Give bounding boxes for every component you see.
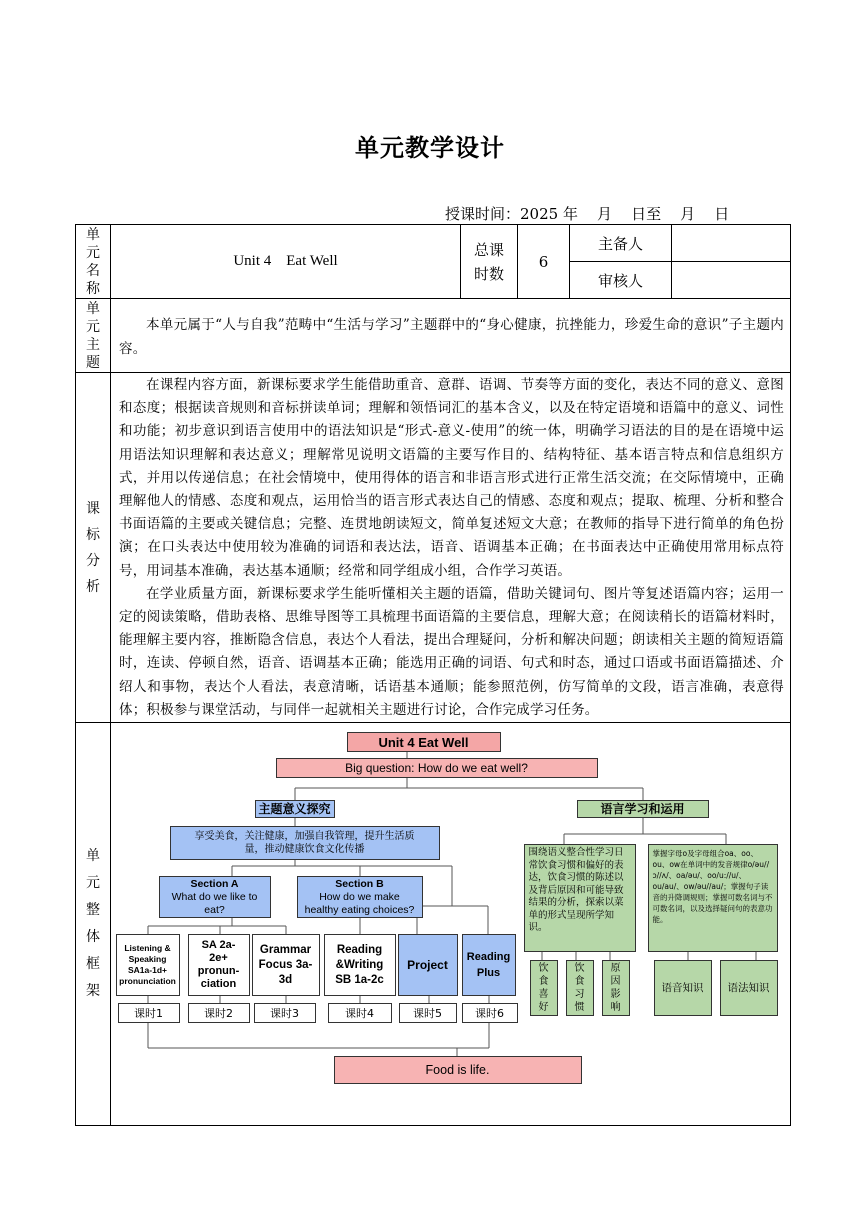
standards-cell <box>111 373 791 723</box>
reviewer-value[interactable] <box>672 262 791 299</box>
theme-text: 本单元属于“人与自我”范畴中“生活与学习”主题群中的“身心健康，抗挫能力，珍爱生命的意识”子主题内容。 <box>119 317 784 357</box>
cause-effect-box: 原因影响 <box>602 960 630 1016</box>
unit-name-label <box>76 225 111 299</box>
total-hours-label-text: 总课时数 <box>473 240 504 283</box>
section-a-question: What do we like to eat? <box>171 890 258 916</box>
framework-cell <box>111 723 791 1126</box>
section-b-title: Section B <box>335 877 384 890</box>
period-1-box: 课时1 <box>118 1003 180 1023</box>
unit-name-label-text: 单元名称 <box>86 226 100 297</box>
unit-name-value: Unit 4 Eat Well <box>111 225 461 299</box>
lesson-6-box: Reading Plus <box>462 934 516 996</box>
standards-label-text: 课标分析 <box>86 500 100 595</box>
design-table <box>75 224 791 1126</box>
big-question-box: Big question: How do we eat well? <box>276 758 598 778</box>
period-6-box: 课时6 <box>462 1003 518 1023</box>
grammar-knowledge-box: 语法知识 <box>720 960 778 1016</box>
theme-cell <box>111 299 791 373</box>
preparer-label: 主备人 <box>570 225 672 262</box>
language-left-box: 围绕语义整合性学习日常饮食习惯和偏好的表达，饮食习惯的陈述以及背后原因和可能导致结果的分析，探索以菜单的形式呈现所学知识。 <box>524 844 636 952</box>
reviewer-label: 审核人 <box>570 262 672 299</box>
language-learning-box: 语言学习和运用 <box>577 800 709 818</box>
section-a-box <box>159 876 271 918</box>
lesson-4-box: Reading &Writing SB 1a-2c <box>324 934 396 996</box>
document-title: 单元教学设计 <box>355 133 505 162</box>
section-a-title: Section A <box>190 877 239 890</box>
lesson-3-box: Grammar Focus 3a-3d <box>252 934 320 996</box>
section-b-box <box>297 876 423 918</box>
unit-framework-diagram <box>112 726 790 1124</box>
preparer-value[interactable] <box>672 225 791 262</box>
eating-preference-box: 饮食喜好 <box>530 960 558 1016</box>
lesson-5-box: Project <box>398 934 458 996</box>
lesson-2-box: SA 2a-2e+ pronun- ciation <box>188 934 250 996</box>
standards-para-2: 在学业质量方面，新课标要求学生能听懂相关主题的语篇，借助关键词句、图片等复述语篇内容；运用一定的阅读策略，借助表格、思维导图等工具梳理书面语篇的主要信息，理解大意；在阅读稍长的语篇材料时，能理解主要内容，推断隐含信息，表达个人看法，提出合理疑问，分析和解决问题；朗读相关主题的简短语篇时，连读、停顿自然，语音、语调基本正确；能选用正确的词语、句式和时态，通过口语或书面语篇描述、介绍人和事物，表达个人看法，表意清晰，话语基本通顺；能参照范例，仿写简单的文段，语言准确，表意得体；积极参与课堂活动，与同伴一起就相关主题进行讨论，合作完成学习任务。 <box>119 585 784 718</box>
total-hours-value: 6 <box>518 225 570 299</box>
unit-title-box: Unit 4 Eat Well <box>347 732 501 752</box>
period-5-box: 课时5 <box>399 1003 457 1023</box>
section-b-question: How do we make healthy eating choices? <box>304 890 415 916</box>
theme-exploration-box: 主题意义探究 <box>255 800 335 818</box>
total-hours-label <box>461 225 518 299</box>
period-3-box: 课时3 <box>254 1003 316 1023</box>
phonetics-knowledge-box: 语音知识 <box>654 960 712 1016</box>
date-line: 授课时间：2025 年 月 日至 月 日 <box>445 205 730 223</box>
theme-goal-box: 享受美食，关注健康，加强自我管理，提升生活质量，推动健康饮食文化传播 <box>170 826 440 860</box>
period-4-box: 课时4 <box>328 1003 392 1023</box>
theme-label <box>76 299 111 373</box>
standards-para-1: 在课程内容方面，新课标要求学生能借助重音、意群、语调、节奏等方面的变化，表达不同的意义、意图和态度；根据读音规则和音标拼读单词；理解和领悟词汇的基本含义，以及在特定语境和语篇中的意义、词性和功能；初步意识到语言使用中的语法知识是“形式-意义-使用”的统一体，明确学习语法的目的是在语境中运用语法知识理解和表达意义；理解常见说明文语篇的主要写作目的、结构特征、基本语言特点和信息组织方式，并用以传递信息；在社会情境中，使用得体的语言和非语言形式进行正常生活交流；在交际情境中，正确理解他人的情感、态度和观点，运用恰当的语言形式表达自己的情感、态度和观点；提取、梳理、分析和整合书面语篇的主要或关键信息；完整、连贯地朗读短文，简单复述短文大意；在教师的指导下进行简单的角色扮演；在口头表达中使用较为准确的词语和表达法，语音、语调基本正确；在书面表达中正确使用常用标点符号，用词基本准确，表达基本通顺；经常和同学组成小组，合作学习英语。 <box>119 377 784 579</box>
period-2-box: 课时2 <box>188 1003 250 1023</box>
eating-habits-box: 饮食习惯 <box>566 960 594 1016</box>
lesson-1-box: Listening & Speaking SA1a-1d+ pronunciation <box>116 934 180 996</box>
language-right-box: 掌握字母o及字母组合oa、oo、ou、ow在单词中的发音规律o/əu//ɔ//ʌ/、oa/əu/、oo/u://u/、ou/au/、ow/əu//au/；掌握句子读音的升降调规则；掌握可数名词与不可数名词，以及选择疑问句的表意功能。 <box>648 844 778 952</box>
conclusion-box: Food is life. <box>334 1056 582 1084</box>
framework-label-text: 单元整体框架 <box>86 848 100 1000</box>
framework-label <box>76 723 111 1126</box>
standards-label <box>76 373 111 723</box>
theme-label-text: 单元主题 <box>86 300 100 371</box>
